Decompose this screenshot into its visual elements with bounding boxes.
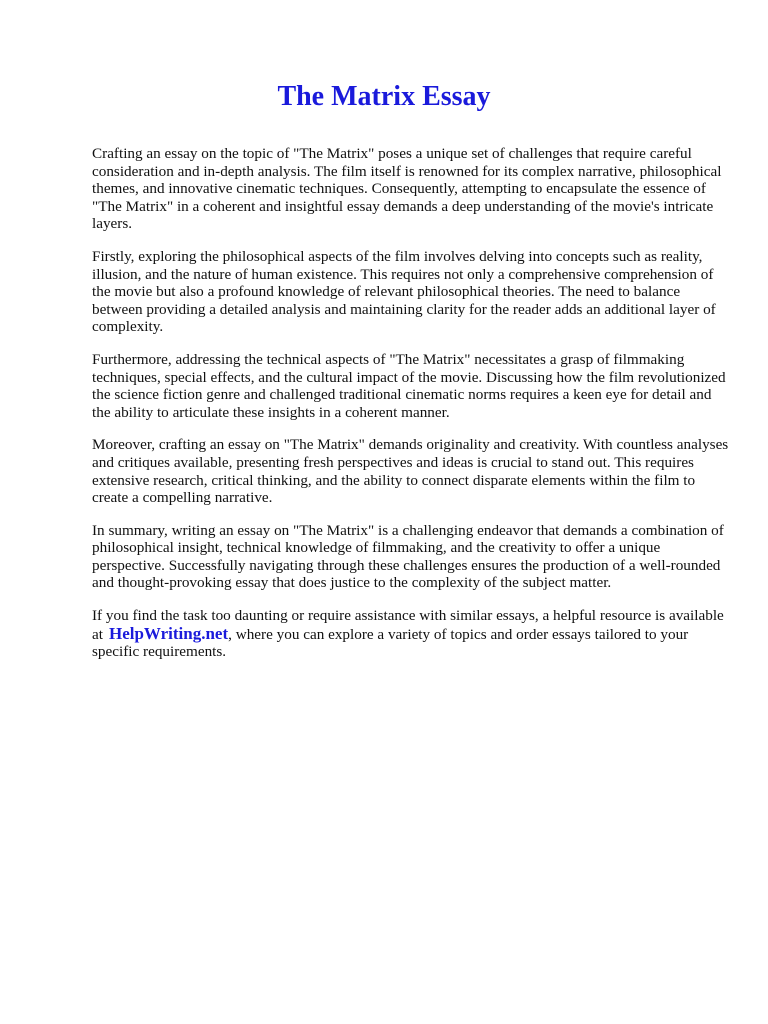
closing-text-after-link: , where you can explore a variety of topics and order essays tailored to your specific requirements. <box>92 625 689 661</box>
closing-text-before-link: If you find the task too daunting or require assistance with similar essays, a helpful resource is available at <box>92 607 724 643</box>
paragraph-2: Firstly, exploring the philosophical aspects of the film involves delving into concepts such as reality, illusion, and the nature of human existence. This requires not only a comprehensive comprehension of the movie but also a profound knowledge of relevant philosophical theories. The need to balance between providing a detailed analysis and maintaining clarity for the reader adds an additional layer of complexity. <box>92 247 716 336</box>
paragraph-4: Moreover, crafting an essay on "The Matrix" demands originality and creativity. With countless analyses and critiques available, presenting fresh perspectives and ideas is crucial to stand out. This requires extensive research, critical thinking, and the ability to connect disparate elements within the film to create a compelling narrative. <box>92 436 729 507</box>
closing-paragraph <box>92 607 732 661</box>
paragraph-1: Crafting an essay on the topic of "The Matrix" poses a unique set of challenges that require careful consideration and in-depth analysis. The film itself is renowned for its complex narrative, philosophical themes, and innovative cinematic techniques. Consequently, attempting to encapsulate the essence of "The Matrix" in a coherent and insightful essay demands a deep understanding of the movie's intricate layers. <box>92 145 722 233</box>
paragraph-5: In summary, writing an essay on "The Matrix" is a challenging endeavor that demands a combination of philosophical insight, technical knowledge of filmmaking, and the creativity to offer a unique perspective. Successfully navigating through these challenges ensures the production of a well-rounded and thought-provoking essay that does justice to the complexity of the subject matter. <box>92 521 724 592</box>
page-title: The Matrix Essay <box>277 81 491 112</box>
helpwriting-link[interactable]: HelpWriting.net <box>108 623 229 643</box>
paragraph-3: Furthermore, addressing the technical aspects of "The Matrix" necessitates a grasp of filmmaking techniques, special effects, and the cultural impact of the movie. Discussing how the film revolutionized the science fiction genre and challenged traditional cinematic norms requires a keen eye for detail and the ability to articulate these insights in a coherent manner. <box>92 350 726 421</box>
essay-body <box>92 145 732 676</box>
